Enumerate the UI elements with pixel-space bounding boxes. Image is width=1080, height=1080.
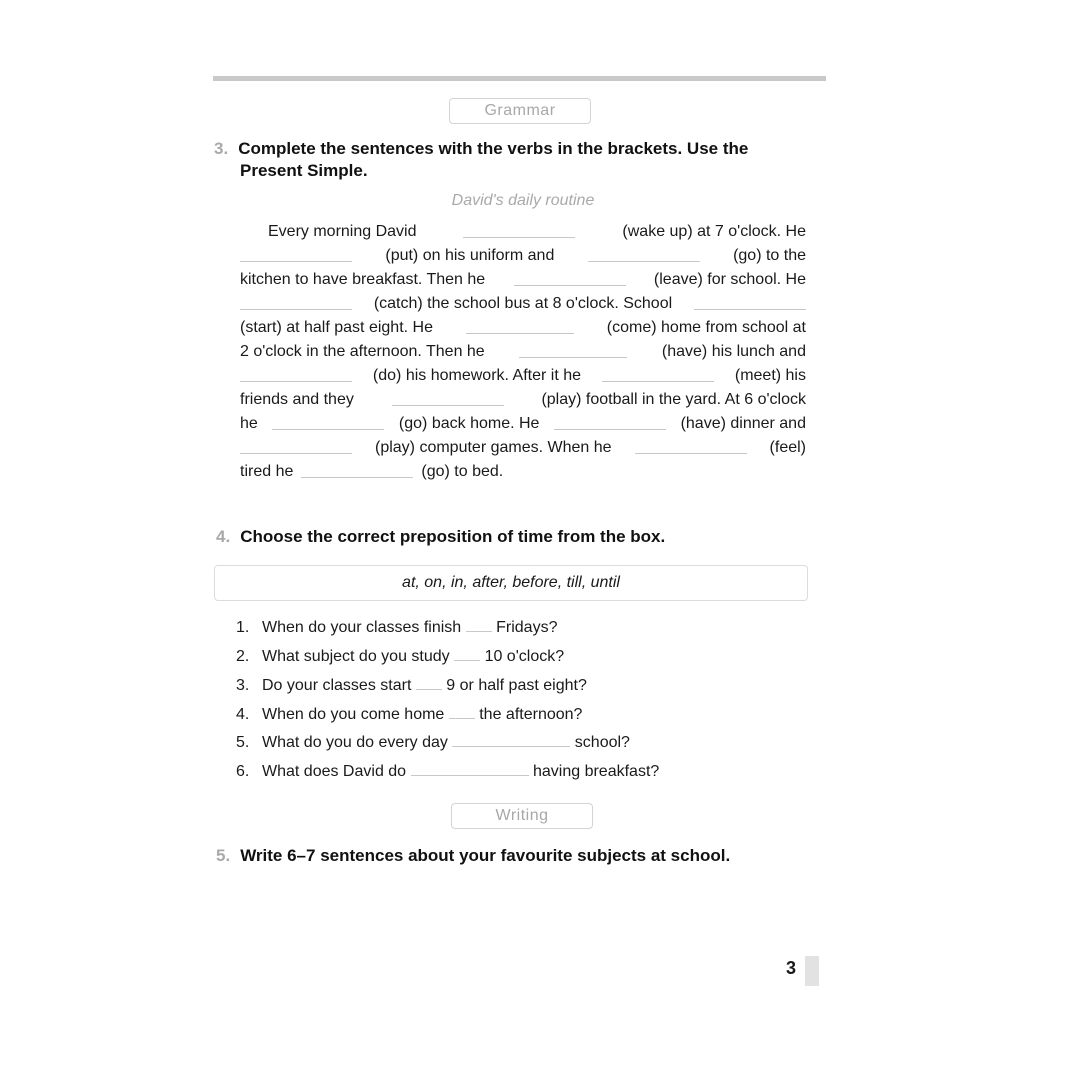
- answer-blank[interactable]: [514, 268, 626, 286]
- answer-blank[interactable]: [392, 388, 504, 406]
- story-line: (start) at half past eight. He (come) home from school at: [240, 316, 806, 340]
- answer-blank[interactable]: [416, 672, 442, 690]
- answer-blank[interactable]: [411, 758, 529, 776]
- preposition-box: at, on, in, after, before, till, until: [214, 565, 808, 601]
- top-rule: [213, 76, 826, 81]
- exercise-3-heading: [214, 138, 814, 182]
- answer-blank[interactable]: [694, 292, 806, 310]
- answer-blank[interactable]: [588, 244, 700, 262]
- grammar-section-tab: Grammar: [449, 98, 591, 124]
- story-line: tired he (go) to bed.: [240, 460, 806, 484]
- writing-section-tab: Writing: [451, 803, 593, 829]
- question-3: 3. Do your classes start 9 or half past eight?: [236, 672, 587, 698]
- answer-blank[interactable]: [301, 460, 413, 478]
- answer-blank[interactable]: [635, 436, 747, 454]
- page-number: 3: [786, 958, 797, 978]
- answer-blank[interactable]: [240, 244, 352, 262]
- story-line: kitchen to have breakfast. Then he (leave) for school. He: [240, 268, 806, 292]
- answer-blank[interactable]: [602, 364, 714, 382]
- answer-blank[interactable]: [449, 701, 475, 719]
- answer-blank[interactable]: [240, 364, 352, 382]
- answer-blank[interactable]: [466, 316, 574, 334]
- exercise-5-instruction: Write 6–7 sentences about your favourite subjects at school.: [240, 846, 731, 865]
- story-line: 2 o'clock in the afternoon. Then he (have) his lunch and: [240, 340, 806, 364]
- answer-blank[interactable]: [240, 292, 352, 310]
- question-1: 1. When do your classes finish Fridays?: [236, 614, 557, 640]
- question-2: 2. What subject do you study 10 o'clock?: [236, 643, 564, 669]
- story-line: (play) computer games. When he (feel): [240, 436, 806, 460]
- story-line: (do) his homework. After it he (meet) his: [240, 364, 806, 388]
- answer-blank[interactable]: [452, 729, 570, 747]
- story-line: friends and they (play) football in the yard. At 6 o'clock: [240, 388, 806, 412]
- exercise-3-number: 3.: [214, 139, 229, 158]
- answer-blank[interactable]: [272, 412, 384, 430]
- answer-blank[interactable]: [554, 412, 666, 430]
- exercise-4-instruction: Choose the correct preposition of time from the box.: [240, 527, 666, 546]
- exercise-5-heading: [216, 845, 816, 867]
- answer-blank[interactable]: [466, 614, 492, 632]
- exercise-3-instruction-line-1: Complete the sentences with the verbs in the brackets. Use the: [238, 139, 749, 158]
- story-line: Every morning David (wake up) at 7 o'clock. He: [240, 220, 806, 244]
- question-6: 6. What does David do having breakfast?: [236, 758, 659, 784]
- answer-blank[interactable]: [463, 220, 575, 238]
- story-line: (catch) the school bus at 8 o'clock. School: [240, 292, 806, 316]
- page-edge-tab: [805, 956, 819, 986]
- exercise-5-number: 5.: [216, 846, 231, 865]
- answer-blank[interactable]: [519, 340, 627, 358]
- question-5: 5. What do you do every day school?: [236, 729, 630, 755]
- exercise-4-heading: [216, 526, 816, 548]
- answer-blank[interactable]: [454, 643, 480, 661]
- story-line: (put) on his uniform and (go) to the: [240, 244, 806, 268]
- story-line: he (go) back home. He (have) dinner and: [240, 412, 806, 436]
- question-4: 4. When do you come home the afternoon?: [236, 701, 582, 727]
- exercise-4-number: 4.: [216, 527, 231, 546]
- story-title: David's daily routine: [451, 192, 595, 209]
- answer-blank[interactable]: [240, 436, 352, 454]
- exercise-3-instruction-line-2: Present Simple.: [240, 161, 368, 180]
